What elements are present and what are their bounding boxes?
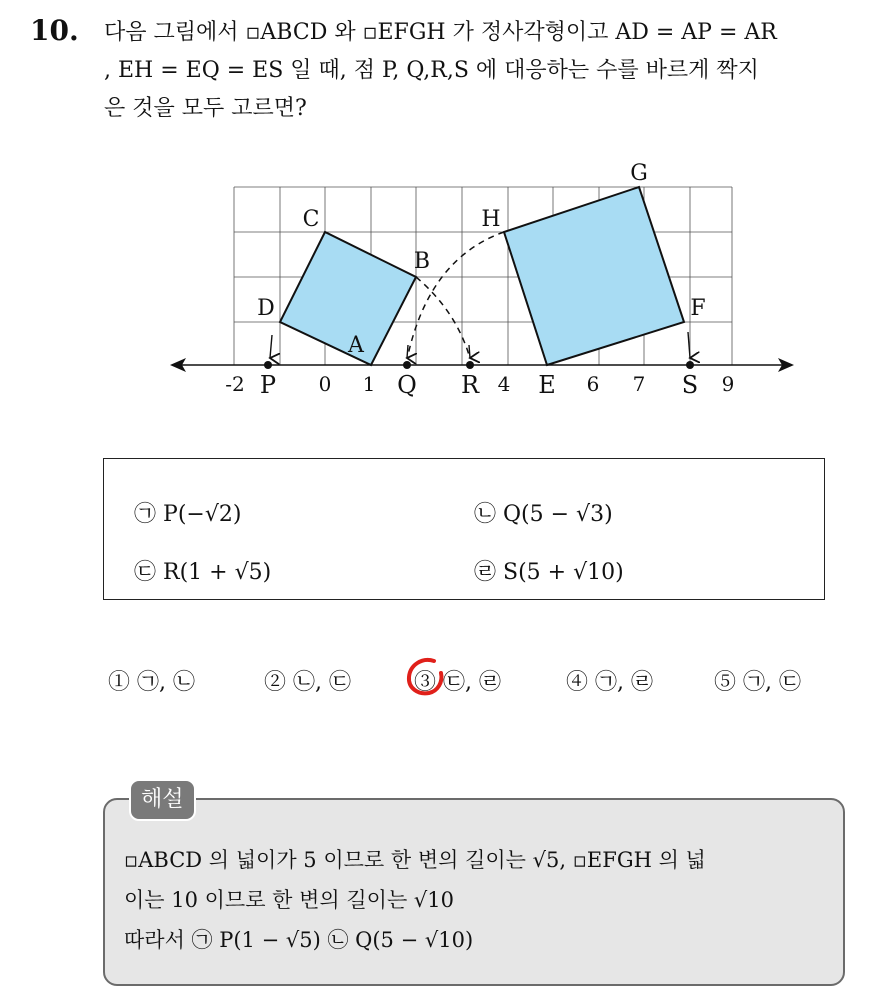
answer-1-text: ㉠, ㉡ — [137, 670, 196, 695]
tick-label-4: 4 — [497, 372, 511, 396]
tick-label-p: P — [259, 371, 277, 399]
answer-5-number: ⑤ — [714, 670, 737, 695]
vertex-label-b: B — [413, 249, 431, 274]
choice-4 — [474, 555, 624, 586]
choice-3-mark: ㉢ — [134, 560, 157, 585]
answer-2-text: ㉡, ㉢ — [293, 670, 352, 695]
vertex-label-f: F — [690, 296, 706, 321]
tick-label-minus2: -2 — [225, 372, 245, 396]
arrow-q — [407, 345, 408, 358]
answer-4-text: ㉠, ㉣ — [595, 670, 654, 695]
question-number: 10. — [30, 14, 79, 47]
solution-tag: 해설 — [129, 779, 196, 821]
tick-label-0: 0 — [318, 372, 332, 396]
answer-1-number: ① — [108, 670, 131, 695]
choice-3 — [134, 555, 271, 586]
answer-3-text: ㉢, ㉣ — [443, 670, 502, 695]
point-r — [466, 361, 474, 369]
answer-options — [108, 665, 868, 705]
point-s — [686, 361, 694, 369]
choice-4-mark: ㉣ — [474, 560, 497, 585]
geometry-figure — [160, 150, 800, 410]
square-efgh — [504, 187, 684, 365]
answer-2-number: ② — [264, 670, 287, 695]
answer-option-4[interactable] — [566, 665, 653, 696]
solution-text — [124, 840, 834, 960]
point-q — [403, 361, 411, 369]
choice-2 — [474, 497, 613, 528]
vertex-label-d: D — [257, 296, 275, 321]
tick-label-s: S — [681, 371, 699, 399]
vertex-label-a: A — [348, 333, 364, 358]
choice-2-text: Q(5 − √3) — [503, 502, 613, 527]
answer-4-number: ④ — [566, 670, 589, 695]
question-line-2: , EH = EQ = ES 일 때, 점 P, Q,R,S 에 대응하는 수를 바르게 짝지 — [104, 58, 759, 83]
choice-2-mark: ㉡ — [474, 502, 497, 527]
solution-line-2: 이는 10 이므로 한 변의 길이는 √10 — [124, 888, 455, 912]
question-line-3: 은 것을 모두 고르면? — [104, 96, 307, 121]
vertex-label-c: C — [302, 207, 320, 232]
arrow-d-p — [270, 335, 272, 358]
question-line-1: 다음 그림에서 ▫ABCD 와 ▫EFGH 가 정사각형이고 AD = AP = AR — [104, 20, 777, 45]
choice-1-text: P(−√2) — [163, 502, 242, 527]
answer-option-1[interactable] — [108, 665, 195, 696]
point-p — [264, 361, 272, 369]
tick-label-e: E — [538, 371, 556, 399]
arc-ar — [416, 277, 469, 355]
answer-5-text: ㉠, ㉢ — [743, 670, 802, 695]
vertex-label-g: G — [630, 161, 648, 186]
choice-1-mark: ㉠ — [134, 502, 157, 527]
tick-label-7: 7 — [632, 372, 646, 396]
choice-1 — [134, 497, 241, 528]
tick-label-6: 6 — [586, 372, 600, 396]
question-text — [104, 14, 864, 128]
solution-line-3: 따라서 ㉠ P(1 − √5) ㉡ Q(5 − √10) — [124, 928, 474, 952]
arrow-r — [469, 345, 470, 358]
choice-4-text: S(5 + √10) — [503, 560, 624, 585]
tick-label-r: R — [460, 371, 480, 399]
tick-label-1: 1 — [362, 372, 376, 396]
answer-3-number: ③ — [414, 670, 437, 695]
vertex-label-h: H — [481, 207, 501, 232]
answer-circle-mark — [404, 655, 446, 697]
answer-option-5[interactable] — [714, 665, 801, 696]
choices-box — [103, 458, 825, 600]
tick-label-q: Q — [397, 371, 417, 399]
tick-label-9: 9 — [721, 372, 735, 396]
answer-option-2[interactable] — [264, 665, 351, 696]
solution-line-1: ▫ABCD 의 넓이가 5 이므로 한 변의 길이는 √5, ▫EFGH 의 넓 — [124, 848, 706, 872]
choice-3-text: R(1 + √5) — [163, 560, 272, 585]
